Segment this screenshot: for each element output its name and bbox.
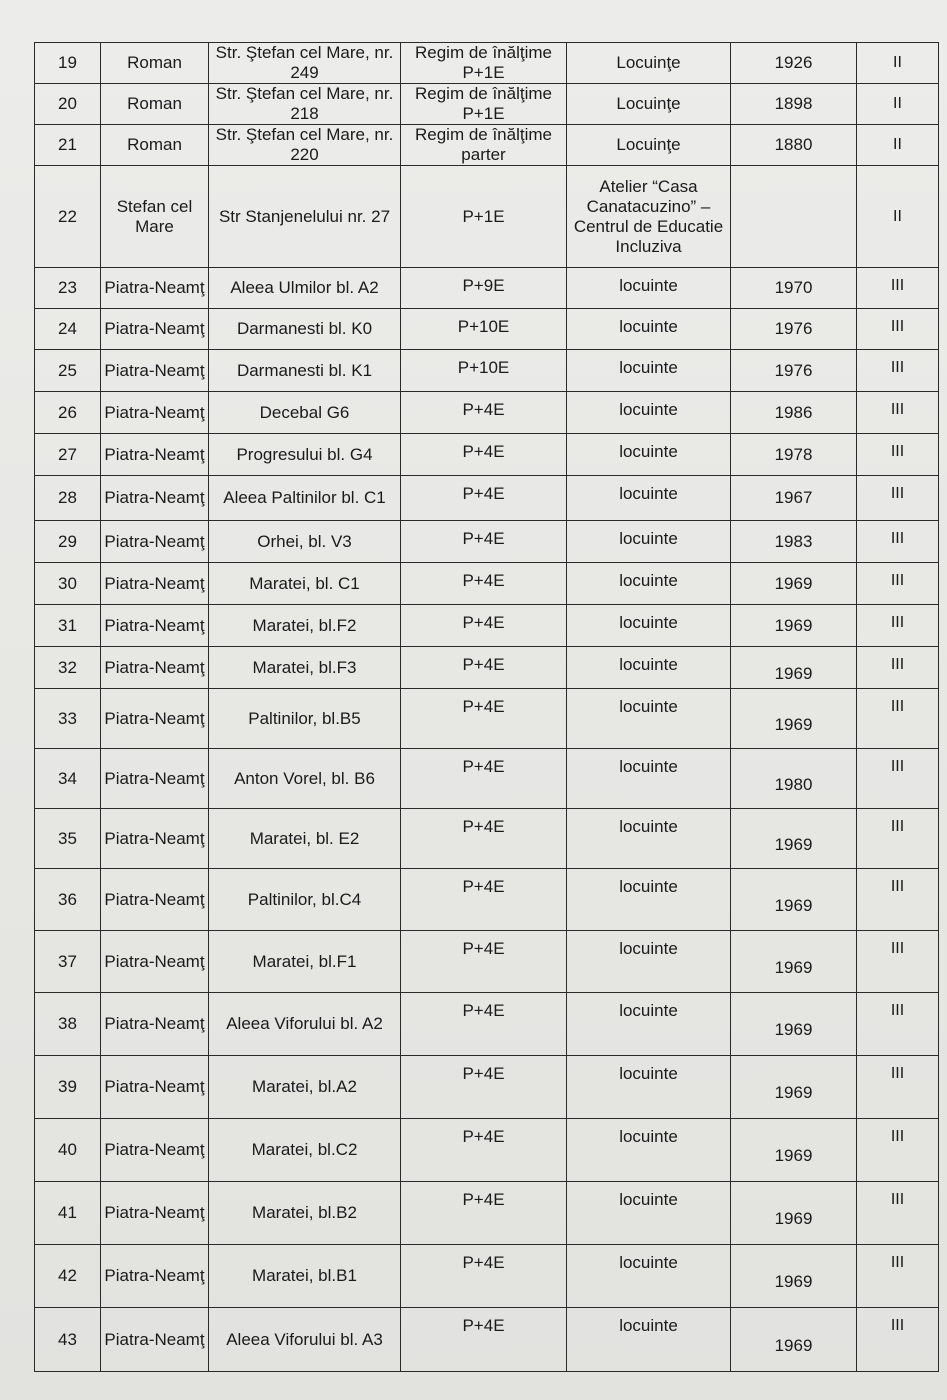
row-number-cell: 42: [35, 1245, 101, 1308]
category-cell: II: [857, 43, 939, 84]
function-cell: locuinte: [567, 563, 731, 605]
year-cell: 1969: [731, 689, 857, 749]
address-cell: Decebal G6: [209, 392, 401, 434]
height-regime-cell: P+9E: [401, 268, 567, 309]
function-cell: Locuinţe: [567, 43, 731, 84]
locality-cell: Piatra-Neamţ: [101, 1119, 209, 1182]
row-number-cell: 21: [35, 125, 101, 166]
row-number-cell: 26: [35, 392, 101, 434]
address-cell: Aleea Viforului bl. A3: [209, 1308, 401, 1372]
table-row: [35, 1245, 939, 1308]
table-row: [35, 647, 939, 689]
height-regime-cell: P+4E: [401, 1308, 567, 1372]
year-cell: 1969: [731, 869, 857, 931]
address-cell: Maratei, bl.F1: [209, 931, 401, 993]
row-number-cell: 25: [35, 350, 101, 392]
height-regime-cell: P+4E: [401, 1119, 567, 1182]
category-cell: II: [857, 166, 939, 268]
table-row: [35, 1308, 939, 1372]
category-cell: III: [857, 1182, 939, 1245]
category-cell: III: [857, 521, 939, 563]
height-regime-cell: Regim de înălţime P+1E: [401, 84, 567, 125]
row-number-cell: 27: [35, 434, 101, 476]
category-cell: III: [857, 476, 939, 521]
locality-cell: Piatra-Neamţ: [101, 1308, 209, 1372]
row-number-cell: 23: [35, 268, 101, 309]
category-cell: III: [857, 931, 939, 993]
category-cell: III: [857, 434, 939, 476]
function-cell: locuinte: [567, 476, 731, 521]
function-cell: locuinte: [567, 1245, 731, 1308]
table-row: [35, 809, 939, 869]
height-regime-cell: Regim de înălţime P+1E: [401, 43, 567, 84]
function-cell: locuinte: [567, 1182, 731, 1245]
function-cell: locuinte: [567, 309, 731, 350]
height-regime-cell: P+4E: [401, 563, 567, 605]
address-cell: Str. Ştefan cel Mare, nr. 218: [209, 84, 401, 125]
height-regime-cell: P+4E: [401, 392, 567, 434]
year-cell: 1969: [731, 1119, 857, 1182]
locality-cell: Piatra-Neamţ: [101, 434, 209, 476]
locality-cell: Piatra-Neamţ: [101, 309, 209, 350]
height-regime-cell: P+4E: [401, 993, 567, 1056]
category-cell: III: [857, 563, 939, 605]
table-body: [35, 43, 939, 1372]
locality-cell: Roman: [101, 43, 209, 84]
year-cell: [731, 166, 857, 268]
year-cell: 1969: [731, 647, 857, 689]
function-cell: locuinte: [567, 268, 731, 309]
table-row: [35, 689, 939, 749]
locality-cell: Stefan cel Mare: [101, 166, 209, 268]
buildings-table: [34, 42, 939, 1372]
category-cell: III: [857, 309, 939, 350]
category-cell: III: [857, 869, 939, 931]
category-cell: III: [857, 689, 939, 749]
address-cell: Maratei, bl.B2: [209, 1182, 401, 1245]
table-row: [35, 931, 939, 993]
locality-cell: Piatra-Neamţ: [101, 1056, 209, 1119]
locality-cell: Piatra-Neamţ: [101, 993, 209, 1056]
table-row: [35, 1056, 939, 1119]
year-cell: 1880: [731, 125, 857, 166]
table-row: [35, 1119, 939, 1182]
locality-cell: Piatra-Neamţ: [101, 809, 209, 869]
height-regime-cell: P+4E: [401, 521, 567, 563]
address-cell: Paltinilor, bl.B5: [209, 689, 401, 749]
year-cell: 1969: [731, 1308, 857, 1372]
height-regime-cell: P+4E: [401, 809, 567, 869]
category-cell: III: [857, 1308, 939, 1372]
table-row: [35, 166, 939, 268]
category-cell: III: [857, 1119, 939, 1182]
row-number-cell: 28: [35, 476, 101, 521]
table-row: [35, 350, 939, 392]
function-cell: locuinte: [567, 809, 731, 869]
height-regime-cell: P+4E: [401, 476, 567, 521]
address-cell: Maratei, bl.F3: [209, 647, 401, 689]
year-cell: 1976: [731, 350, 857, 392]
row-number-cell: 22: [35, 166, 101, 268]
locality-cell: Roman: [101, 84, 209, 125]
function-cell: Locuinţe: [567, 125, 731, 166]
height-regime-cell: P+1E: [401, 166, 567, 268]
address-cell: Str. Ştefan cel Mare, nr. 220: [209, 125, 401, 166]
address-cell: Str Stanjenelului nr. 27: [209, 166, 401, 268]
address-cell: Maratei, bl. C1: [209, 563, 401, 605]
height-regime-cell: P+10E: [401, 309, 567, 350]
address-cell: Maratei, bl. E2: [209, 809, 401, 869]
table-row: [35, 268, 939, 309]
locality-cell: Piatra-Neamţ: [101, 392, 209, 434]
height-regime-cell: P+4E: [401, 931, 567, 993]
row-number-cell: 32: [35, 647, 101, 689]
address-cell: Aleea Ulmilor bl. A2: [209, 268, 401, 309]
category-cell: III: [857, 749, 939, 809]
function-cell: locuinte: [567, 869, 731, 931]
function-cell: locuinte: [567, 689, 731, 749]
row-number-cell: 43: [35, 1308, 101, 1372]
height-regime-cell: P+4E: [401, 605, 567, 647]
year-cell: 1983: [731, 521, 857, 563]
locality-cell: Piatra-Neamţ: [101, 1245, 209, 1308]
address-cell: Maratei, bl.A2: [209, 1056, 401, 1119]
function-cell: Atelier “Casa Canatacuzino” – Centrul de Educatie Incluziva: [567, 166, 731, 268]
year-cell: 1969: [731, 1056, 857, 1119]
function-cell: locuinte: [567, 1056, 731, 1119]
address-cell: Orhei, bl. V3: [209, 521, 401, 563]
function-cell: locuinte: [567, 931, 731, 993]
address-cell: Maratei, bl.C2: [209, 1119, 401, 1182]
table-row: [35, 869, 939, 931]
year-cell: 1969: [731, 931, 857, 993]
locality-cell: Piatra-Neamţ: [101, 350, 209, 392]
address-cell: Str. Ştefan cel Mare, nr. 249: [209, 43, 401, 84]
row-number-cell: 41: [35, 1182, 101, 1245]
row-number-cell: 36: [35, 869, 101, 931]
row-number-cell: 30: [35, 563, 101, 605]
locality-cell: Piatra-Neamţ: [101, 605, 209, 647]
address-cell: Maratei, bl.B1: [209, 1245, 401, 1308]
year-cell: 1969: [731, 605, 857, 647]
table-row: [35, 993, 939, 1056]
locality-cell: Piatra-Neamţ: [101, 931, 209, 993]
height-regime-cell: P+4E: [401, 434, 567, 476]
row-number-cell: 37: [35, 931, 101, 993]
row-number-cell: 20: [35, 84, 101, 125]
category-cell: III: [857, 1245, 939, 1308]
address-cell: Aleea Viforului bl. A2: [209, 993, 401, 1056]
locality-cell: Piatra-Neamţ: [101, 521, 209, 563]
row-number-cell: 31: [35, 605, 101, 647]
height-regime-cell: P+10E: [401, 350, 567, 392]
category-cell: III: [857, 605, 939, 647]
table-row: [35, 749, 939, 809]
address-cell: Maratei, bl.F2: [209, 605, 401, 647]
table-row: [35, 125, 939, 166]
locality-cell: Piatra-Neamţ: [101, 1182, 209, 1245]
table-row: [35, 43, 939, 84]
height-regime-cell: P+4E: [401, 1182, 567, 1245]
locality-cell: Piatra-Neamţ: [101, 749, 209, 809]
height-regime-cell: P+4E: [401, 1056, 567, 1119]
address-cell: Anton Vorel, bl. B6: [209, 749, 401, 809]
locality-cell: Piatra-Neamţ: [101, 563, 209, 605]
row-number-cell: 33: [35, 689, 101, 749]
table-row: [35, 563, 939, 605]
height-regime-cell: P+4E: [401, 689, 567, 749]
locality-cell: Piatra-Neamţ: [101, 647, 209, 689]
category-cell: III: [857, 350, 939, 392]
function-cell: locuinte: [567, 605, 731, 647]
category-cell: III: [857, 268, 939, 309]
height-regime-cell: P+4E: [401, 647, 567, 689]
year-cell: 1978: [731, 434, 857, 476]
category-cell: III: [857, 1056, 939, 1119]
function-cell: locuinte: [567, 392, 731, 434]
year-cell: 1969: [731, 563, 857, 605]
address-cell: Darmanesti bl. K0: [209, 309, 401, 350]
year-cell: 1976: [731, 309, 857, 350]
locality-cell: Piatra-Neamţ: [101, 268, 209, 309]
row-number-cell: 24: [35, 309, 101, 350]
function-cell: locuinte: [567, 1119, 731, 1182]
height-regime-cell: P+4E: [401, 1245, 567, 1308]
table-row: [35, 1182, 939, 1245]
row-number-cell: 34: [35, 749, 101, 809]
row-number-cell: 40: [35, 1119, 101, 1182]
year-cell: 1969: [731, 1245, 857, 1308]
row-number-cell: 29: [35, 521, 101, 563]
year-cell: 1926: [731, 43, 857, 84]
category-cell: III: [857, 647, 939, 689]
category-cell: III: [857, 809, 939, 869]
locality-cell: Roman: [101, 125, 209, 166]
year-cell: 1970: [731, 268, 857, 309]
height-regime-cell: P+4E: [401, 869, 567, 931]
function-cell: locuinte: [567, 1308, 731, 1372]
year-cell: 1986: [731, 392, 857, 434]
locality-cell: Piatra-Neamţ: [101, 476, 209, 521]
address-cell: Progresului bl. G4: [209, 434, 401, 476]
function-cell: locuinte: [567, 434, 731, 476]
table-row: [35, 392, 939, 434]
year-cell: 1969: [731, 1182, 857, 1245]
function-cell: locuinte: [567, 350, 731, 392]
year-cell: 1980: [731, 749, 857, 809]
locality-cell: Piatra-Neamţ: [101, 689, 209, 749]
function-cell: locuinte: [567, 647, 731, 689]
locality-cell: Piatra-Neamţ: [101, 869, 209, 931]
table-row: [35, 521, 939, 563]
row-number-cell: 38: [35, 993, 101, 1056]
height-regime-cell: P+4E: [401, 749, 567, 809]
year-cell: 1969: [731, 809, 857, 869]
function-cell: Locuinţe: [567, 84, 731, 125]
year-cell: 1967: [731, 476, 857, 521]
function-cell: locuinte: [567, 749, 731, 809]
category-cell: II: [857, 84, 939, 125]
category-cell: III: [857, 392, 939, 434]
category-cell: II: [857, 125, 939, 166]
height-regime-cell: Regim de înălţime parter: [401, 125, 567, 166]
row-number-cell: 39: [35, 1056, 101, 1119]
table-row: [35, 605, 939, 647]
row-number-cell: 19: [35, 43, 101, 84]
table-row: [35, 476, 939, 521]
row-number-cell: 35: [35, 809, 101, 869]
year-cell: 1898: [731, 84, 857, 125]
function-cell: locuinte: [567, 993, 731, 1056]
address-cell: Aleea Paltinilor bl. C1: [209, 476, 401, 521]
address-cell: Paltinilor, bl.C4: [209, 869, 401, 931]
category-cell: III: [857, 993, 939, 1056]
function-cell: locuinte: [567, 521, 731, 563]
table-row: [35, 309, 939, 350]
table-row: [35, 434, 939, 476]
table-row: [35, 84, 939, 125]
year-cell: 1969: [731, 993, 857, 1056]
address-cell: Darmanesti bl. K1: [209, 350, 401, 392]
